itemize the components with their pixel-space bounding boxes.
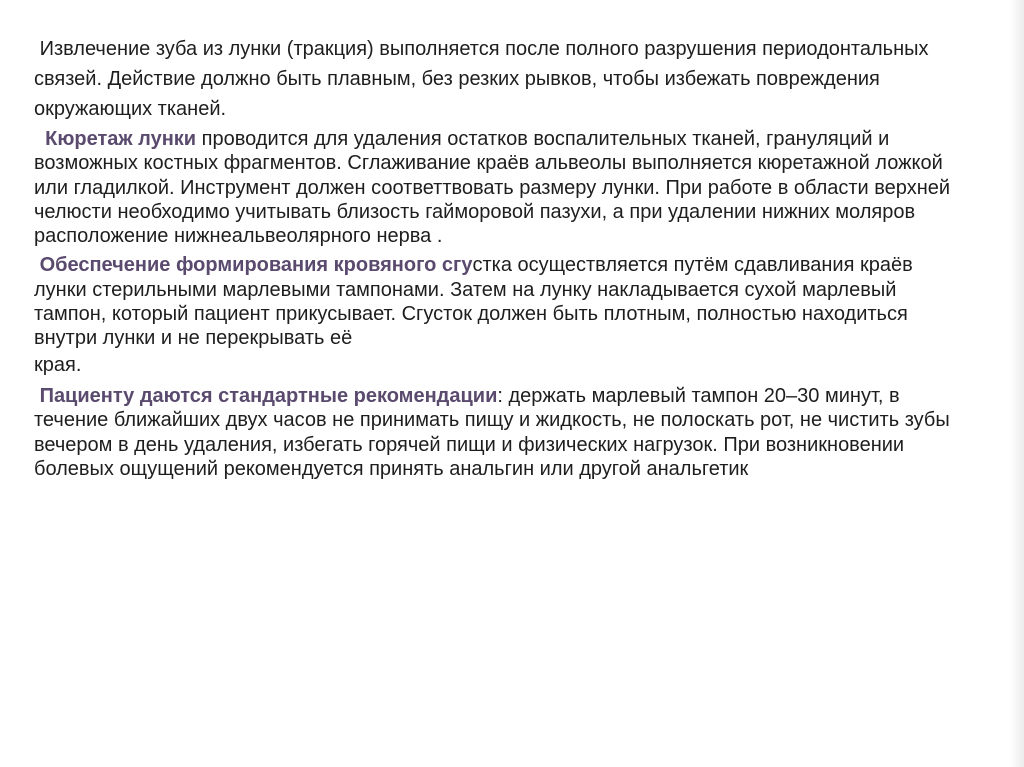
slide-text-body xyxy=(34,34,964,481)
curettage-heading: Кюретаж лунки xyxy=(45,128,197,150)
paragraph-curettage xyxy=(34,127,964,248)
paragraph-recommendations xyxy=(34,384,964,481)
paragraph-curettage-text: проводится для удаления остатков воспалительных тканей, грануляций и возможных костных фрагментов. Сглаживание краёв альвеолы выполняется кюретажной ложкой или гладилкой. Инструмент должен соответтвовать размеру лунки. При работе в области верхней челюсти необходимо учитывать близость гайморовой пазухи, а при удалении нижних моляров расположение нижнеальвеолярного нерва . xyxy=(34,128,951,248)
paragraph-clot-last-line: края. xyxy=(34,353,82,376)
paragraph-recommendations-text: : держать марлевый тампон 20–30 минут, в течение ближайших двух часов не принимать пищу и жидкость, не полоскать рот, не чистить зубы вечером в день удаления, избегать горячей пищи и физических нагрузок. При возникновении болевых ощущений рекомендуется принять анальгин или другой анальгетик xyxy=(34,384,950,480)
paragraph-clot xyxy=(34,253,964,376)
recommendations-heading: Пациенту даются стандартные рекомендации xyxy=(39,384,498,407)
paragraph-extraction xyxy=(34,34,964,124)
paragraph-clot-text: стка осуществляется путём сдавливания краёв лунки стерильными марлевыми тампонами. Затем на лунку накладывается сухой марлевый тампон, который пациент прикусывает. Сгусток должен быть плотным, полностью находиться внутри лунки и не перекрывать её xyxy=(34,254,913,350)
paragraph-extraction-text: Извлечение зуба из лунки (тракция) выполняется после полного разрушения периодонтальных связей. Действие должно быть плавным, без резких рывков, чтобы избежать повреждения окружающих тканей. xyxy=(34,38,929,120)
clot-heading: Обеспечение формирования кровяного сгу xyxy=(39,254,473,277)
slide-edge-shadow xyxy=(1010,0,1024,767)
